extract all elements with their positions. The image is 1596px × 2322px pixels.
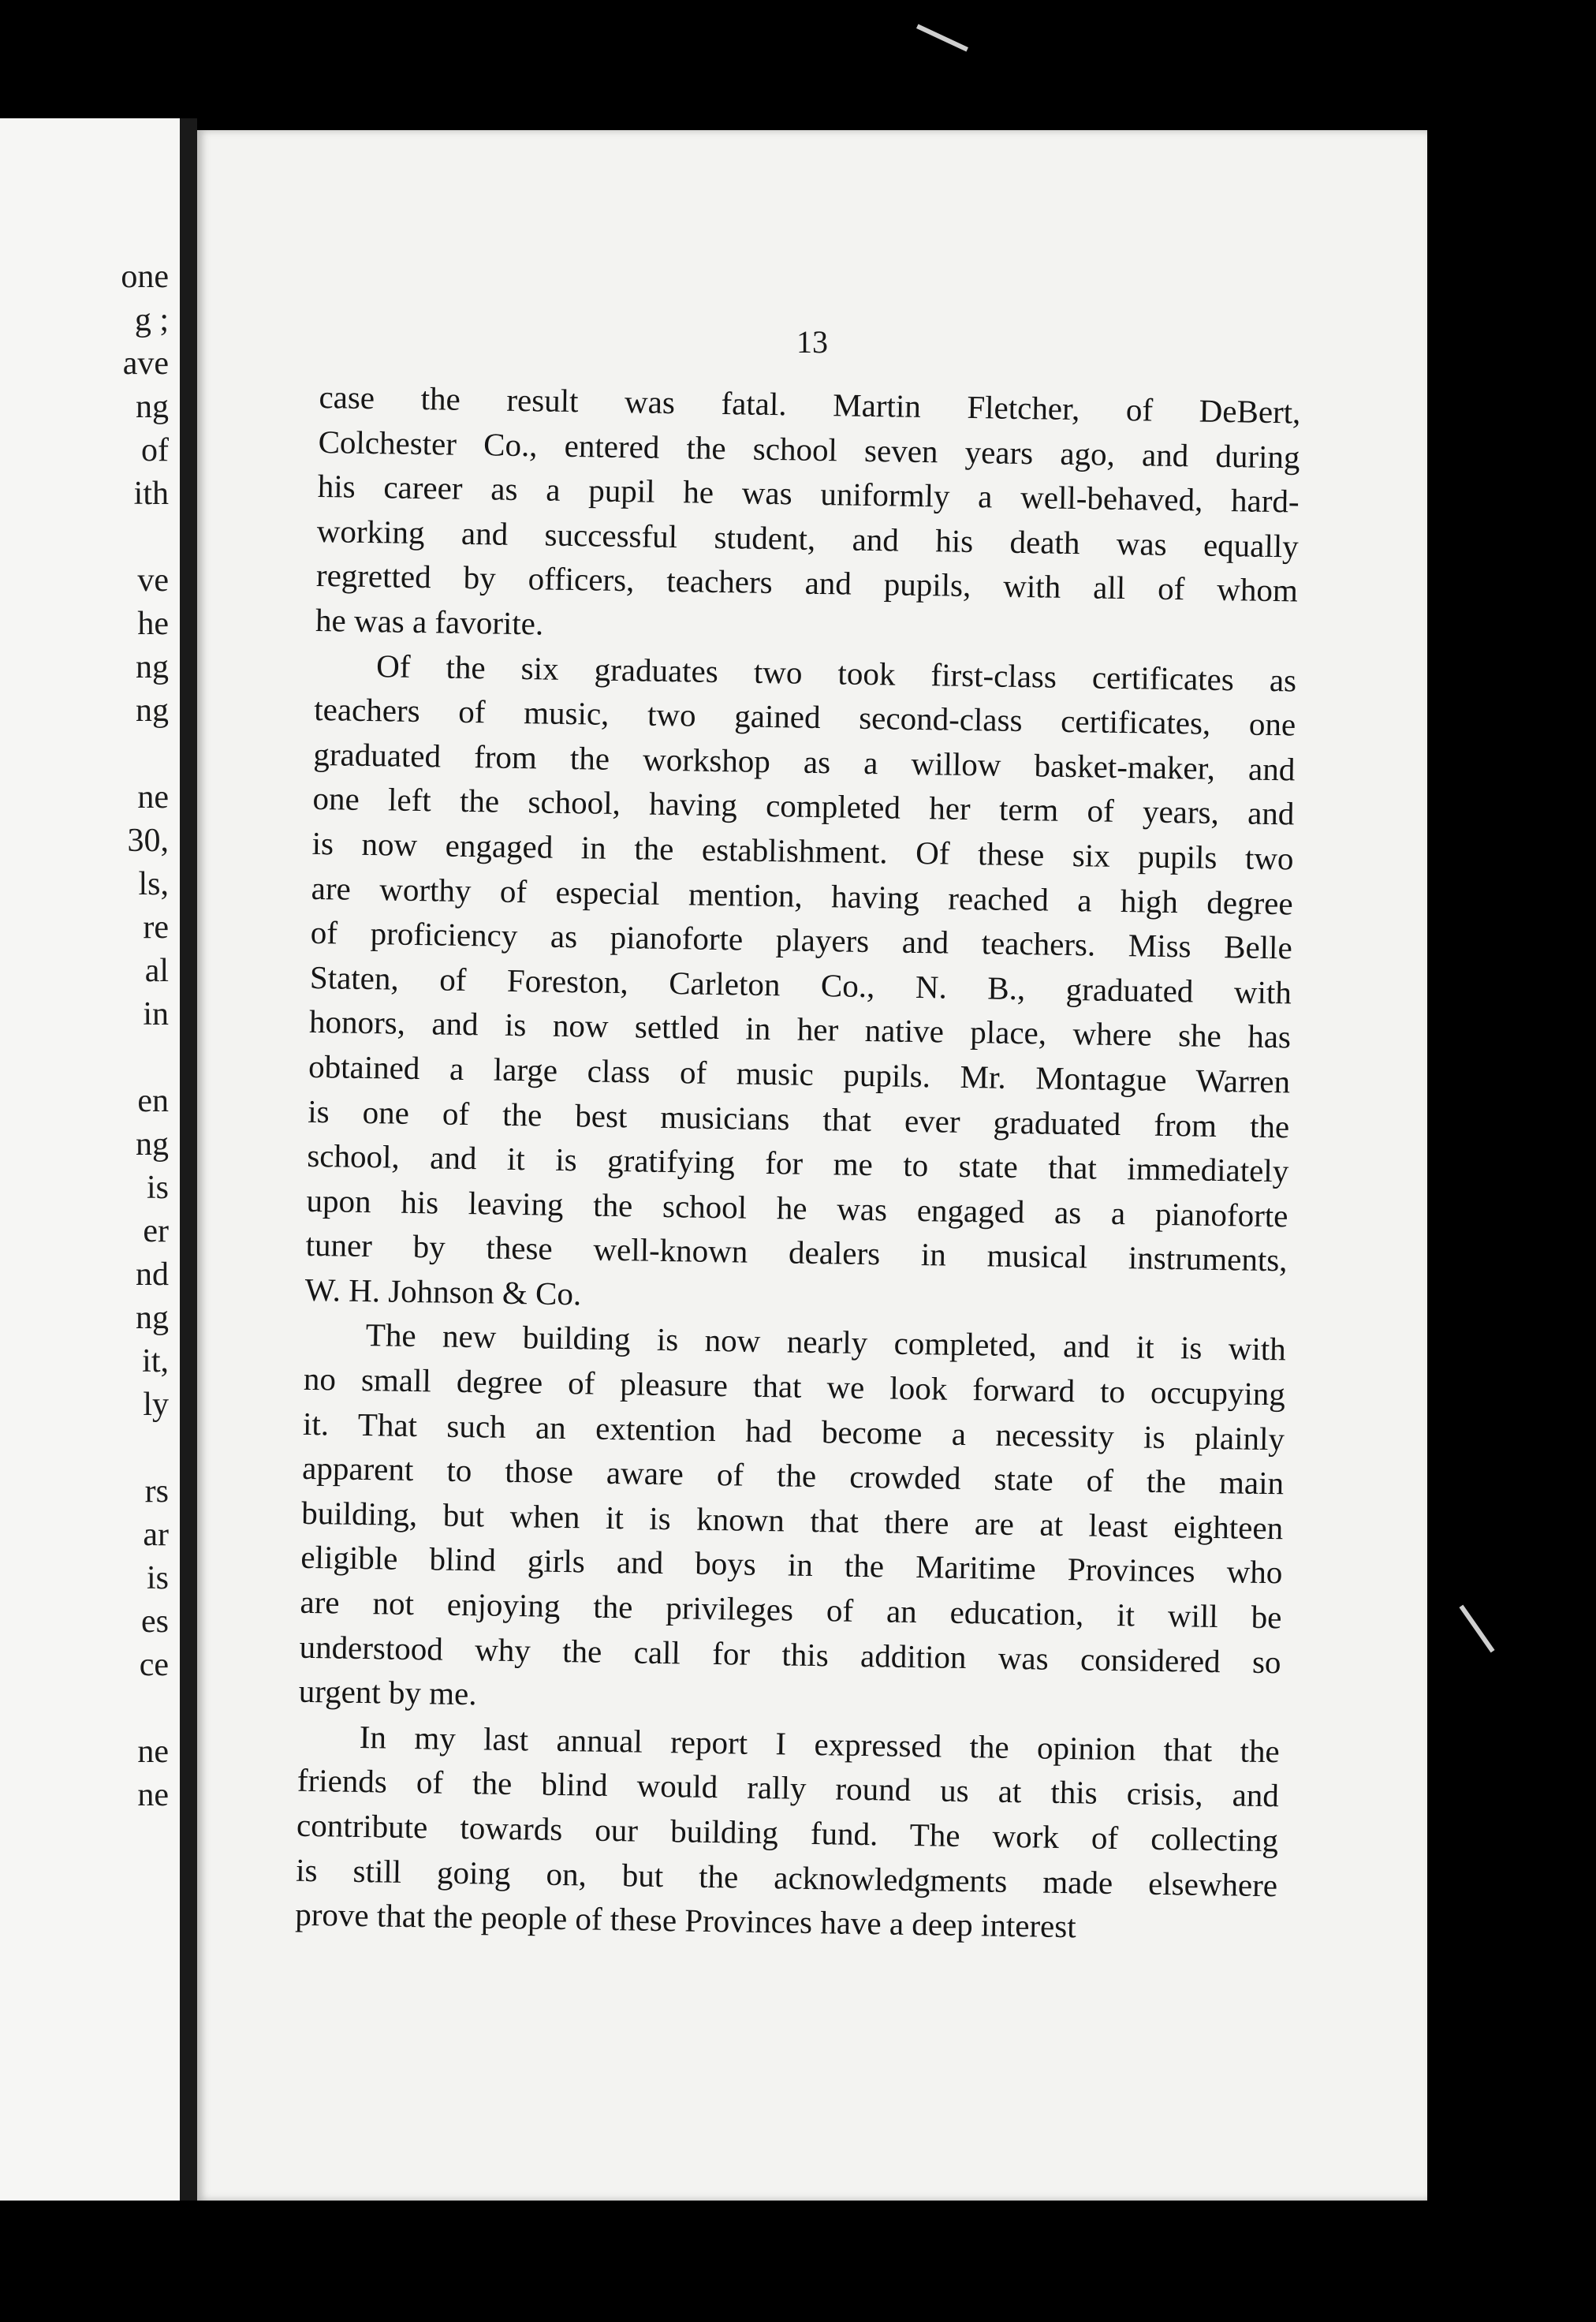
text-line: understood why the call for this addition was considered so xyxy=(299,1628,1281,1680)
scan-mark xyxy=(1459,1605,1494,1653)
text-line: is now engaged in the establishment. Of these six pupils two xyxy=(311,824,1294,877)
text-line: graduated from the workshop as a willow basket-maker, and xyxy=(313,735,1296,788)
left-page-fragment-text: nd xyxy=(136,1256,169,1293)
left-page-fragment-text: re xyxy=(143,909,169,946)
left-page-fragment-text: ng xyxy=(136,649,169,685)
left-page-fragment-text: ng xyxy=(136,692,169,729)
text-line: obtained a large class of music pupils. Mr. Montague Warren xyxy=(308,1047,1291,1100)
text-line: The new building is now nearly completed, and it is with xyxy=(365,1316,1287,1368)
text-line: eligible blind girls and boys in the Maritime Provinces who xyxy=(300,1539,1283,1591)
text-line: urgent by me. xyxy=(298,1673,477,1712)
text-line: case the result was fatal. Martin Fletcher, of DeBert, xyxy=(319,378,1301,431)
left-page-fragment-text: ar xyxy=(143,1517,169,1553)
body-text xyxy=(295,375,1301,1952)
text-line: Staten, of Foreston, Carleton Co., N. B., graduated with xyxy=(309,958,1292,1011)
text-line: regretted by officers, teachers and pupils, with all of whom xyxy=(315,557,1299,609)
left-page-fragment-text: ls, xyxy=(138,866,169,902)
text-line: building, but when it is known that there are at least eighteen xyxy=(300,1494,1284,1547)
left-page-fragment-text: ne xyxy=(137,1777,169,1813)
left-page-fragment-text: ng xyxy=(136,1300,169,1336)
paragraph xyxy=(295,1714,1280,1952)
text-line: contribute towards our building fund. The work of collecting xyxy=(296,1806,1279,1859)
left-page-fragment-text: ve xyxy=(137,562,169,599)
text-line: of proficiency as pianoforte players and teachers. Miss Belle xyxy=(310,914,1293,966)
left-page-fragment-text: al xyxy=(144,953,169,989)
page-number: 13 xyxy=(796,324,828,360)
paragraph xyxy=(304,643,1296,1327)
left-page-fragment-text: ave xyxy=(122,345,169,382)
text-line: In my last annual report I expressed the opinion that the xyxy=(359,1718,1281,1770)
left-page-fragment-text: 30, xyxy=(127,823,169,859)
left-page-fragment-text: es xyxy=(141,1603,169,1640)
text-line: no small degree of pleasure that we look forward to occupying xyxy=(303,1360,1286,1413)
text-line: it. That such an extention had become a necessity is plainly xyxy=(302,1405,1285,1458)
text-line: Of the six graduates two took first-class certificates as xyxy=(375,647,1297,699)
left-page-fragment-text: ith xyxy=(133,476,169,512)
text-line: prove that the people of these Provinces have a deep interest xyxy=(294,1895,1077,1945)
text-line: he was a favorite. xyxy=(315,601,544,642)
text-line: his career as a pupil he was uniformly a well-behaved, hard- xyxy=(317,468,1300,520)
left-page-fragment-text: er xyxy=(143,1213,169,1249)
paragraph xyxy=(298,1312,1286,1729)
left-page-fragment-text: ng xyxy=(136,389,169,425)
text-line: upon his leaving the school he was engaged as a pianoforte xyxy=(306,1182,1288,1234)
left-page-fragment-text: is xyxy=(146,1560,169,1596)
text-line: Colchester Co., entered the school seven years ago, and during xyxy=(318,423,1300,476)
text-line: one left the school, having completed her term of years, and xyxy=(312,780,1295,832)
left-page-fragment-text: ne xyxy=(137,779,169,816)
left-page-fragment-text: ng xyxy=(136,1126,169,1163)
left-page-fragment-text: of xyxy=(141,432,169,469)
text-line: tuner by these well-known dealers in musical instruments, xyxy=(305,1226,1288,1279)
left-page-fragment-text: he xyxy=(137,606,169,642)
left-page-fragment-text: ne xyxy=(137,1734,169,1770)
text-line: W. H. Johnson & Co. xyxy=(304,1271,582,1312)
left-page-fragment-text: rs xyxy=(144,1473,169,1510)
left-page-fragment-text: in xyxy=(143,996,169,1032)
page-gutter xyxy=(180,118,197,2201)
left-page-fragment-text: ce xyxy=(139,1647,169,1683)
text-line: teachers of music, two gained second-class certificates, one xyxy=(313,691,1296,743)
left-page-fragment-text: en xyxy=(137,1083,169,1119)
text-line: are worthy of especial mention, having reached a high degree xyxy=(311,869,1293,922)
text-line: honors, and is now settled in her native place, where she has xyxy=(308,1003,1292,1055)
left-page-fragment-text: ly xyxy=(143,1387,169,1423)
text-line: working and successful student, and his death was equally xyxy=(316,512,1300,565)
left-page-fragment-text: it, xyxy=(142,1343,169,1379)
left-page-fragment-text: one xyxy=(121,259,169,295)
text-line: is still going on, but the acknowledgments made elsewhere xyxy=(295,1851,1278,1903)
text-line: apparent to those aware of the crowded state of the main xyxy=(301,1450,1285,1502)
text-line: friends of the blind would rally round us at this crisis, and xyxy=(296,1762,1280,1814)
scan-mark xyxy=(916,24,968,51)
text-line: is one of the best musicians that ever graduated from the xyxy=(307,1092,1290,1144)
document-page xyxy=(197,130,1427,2201)
left-page-fragment-text: is xyxy=(146,1170,169,1206)
text-line: are not enjoying the privileges of an education, it will be xyxy=(300,1583,1282,1636)
paragraph xyxy=(315,375,1301,658)
left-page-fragment xyxy=(0,118,180,2201)
left-page-fragment-text: g ; xyxy=(134,302,169,338)
text-line: school, and it is gratifying for me to state that immediately xyxy=(307,1137,1289,1189)
